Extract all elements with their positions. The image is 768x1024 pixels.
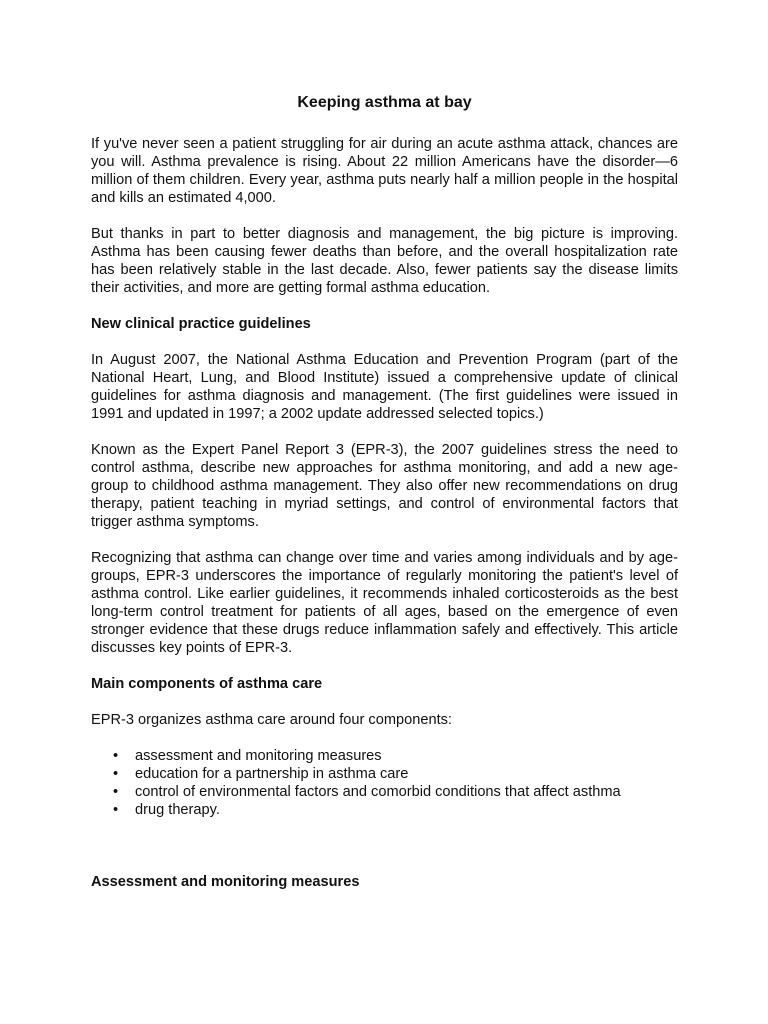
guidelines-paragraph-1: In August 2007, the National Asthma Education and Prevention Program (part of the National Heart, Lung, and Blood Institute) issued a comprehensive update of clinical guidelines for asthma diagnosis and management. (The first guidelines were issued in 1991 and updated in 1997; a 2002 update addressed selected topics.) — [91, 352, 678, 422]
bullet-icon: • — [113, 766, 119, 782]
guidelines-paragraph-3: Recognizing that asthma can change over time and varies among individuals and by age-groups, EPR-3 underscores the importance of regularly monitoring the patient's level of asthma control. Like earlier guidelines, it recommends inhaled corticosteroids as the best long-term control treatment for patients of all ages, based on the emergence of even stronger evidence that these drugs reduce inflammation safely and effectively. This article discusses key points of EPR-3. — [91, 550, 678, 656]
section-heading-components: Main components of asthma care — [91, 676, 323, 692]
list-item-text: control of environmental factors and comorbid conditions that affect asthma — [135, 784, 621, 800]
guidelines-paragraph-2: Known as the Expert Panel Report 3 (EPR-3), the 2007 guidelines stress the need to control asthma, describe new approaches for asthma monitoring, and add a new age-group to childhood asthma management. They also offer new recommendations on drug therapy, patient teaching in myriad settings, and control of environmental factors that trigger asthma symptoms. — [91, 442, 678, 530]
bullet-icon: • — [113, 802, 119, 818]
list-item-text: drug therapy. — [135, 802, 220, 818]
section-heading-guidelines: New clinical practice guidelines — [91, 316, 311, 332]
list-item — [91, 801, 678, 819]
document-title: Keeping asthma at bay — [297, 94, 472, 111]
list-item — [91, 765, 678, 783]
list-item-text: education for a partnership in asthma care — [135, 766, 409, 782]
intro-paragraph-1: If yu've never seen a patient struggling for air during an acute asthma attack, chances are you will. Asthma prevalence is rising. About 22 million Americans have the disorder—6 million of them children. Every year, asthma puts nearly half a million people in the hospital and kills an estimated 4,000. — [91, 136, 678, 206]
spacer — [91, 837, 678, 873]
document-body — [91, 93, 678, 909]
bullet-icon: • — [113, 748, 119, 764]
components-intro: EPR-3 organizes asthma care around four components: — [91, 712, 452, 728]
list-item — [91, 747, 678, 765]
list-item — [91, 783, 678, 801]
components-list — [91, 747, 678, 819]
list-item-text: assessment and monitoring measures — [135, 748, 382, 764]
intro-paragraph-2: But thanks in part to better diagnosis and management, the big picture is improving. Asthma has been causing fewer deaths than before, and the overall hospitalization rate has been relatively stable in the last decade. Also, fewer patients say the disease limits their activities, and more are getting formal asthma education. — [91, 226, 678, 296]
bullet-icon: • — [113, 784, 119, 800]
section-heading-assessment: Assessment and monitoring measures — [91, 874, 360, 890]
